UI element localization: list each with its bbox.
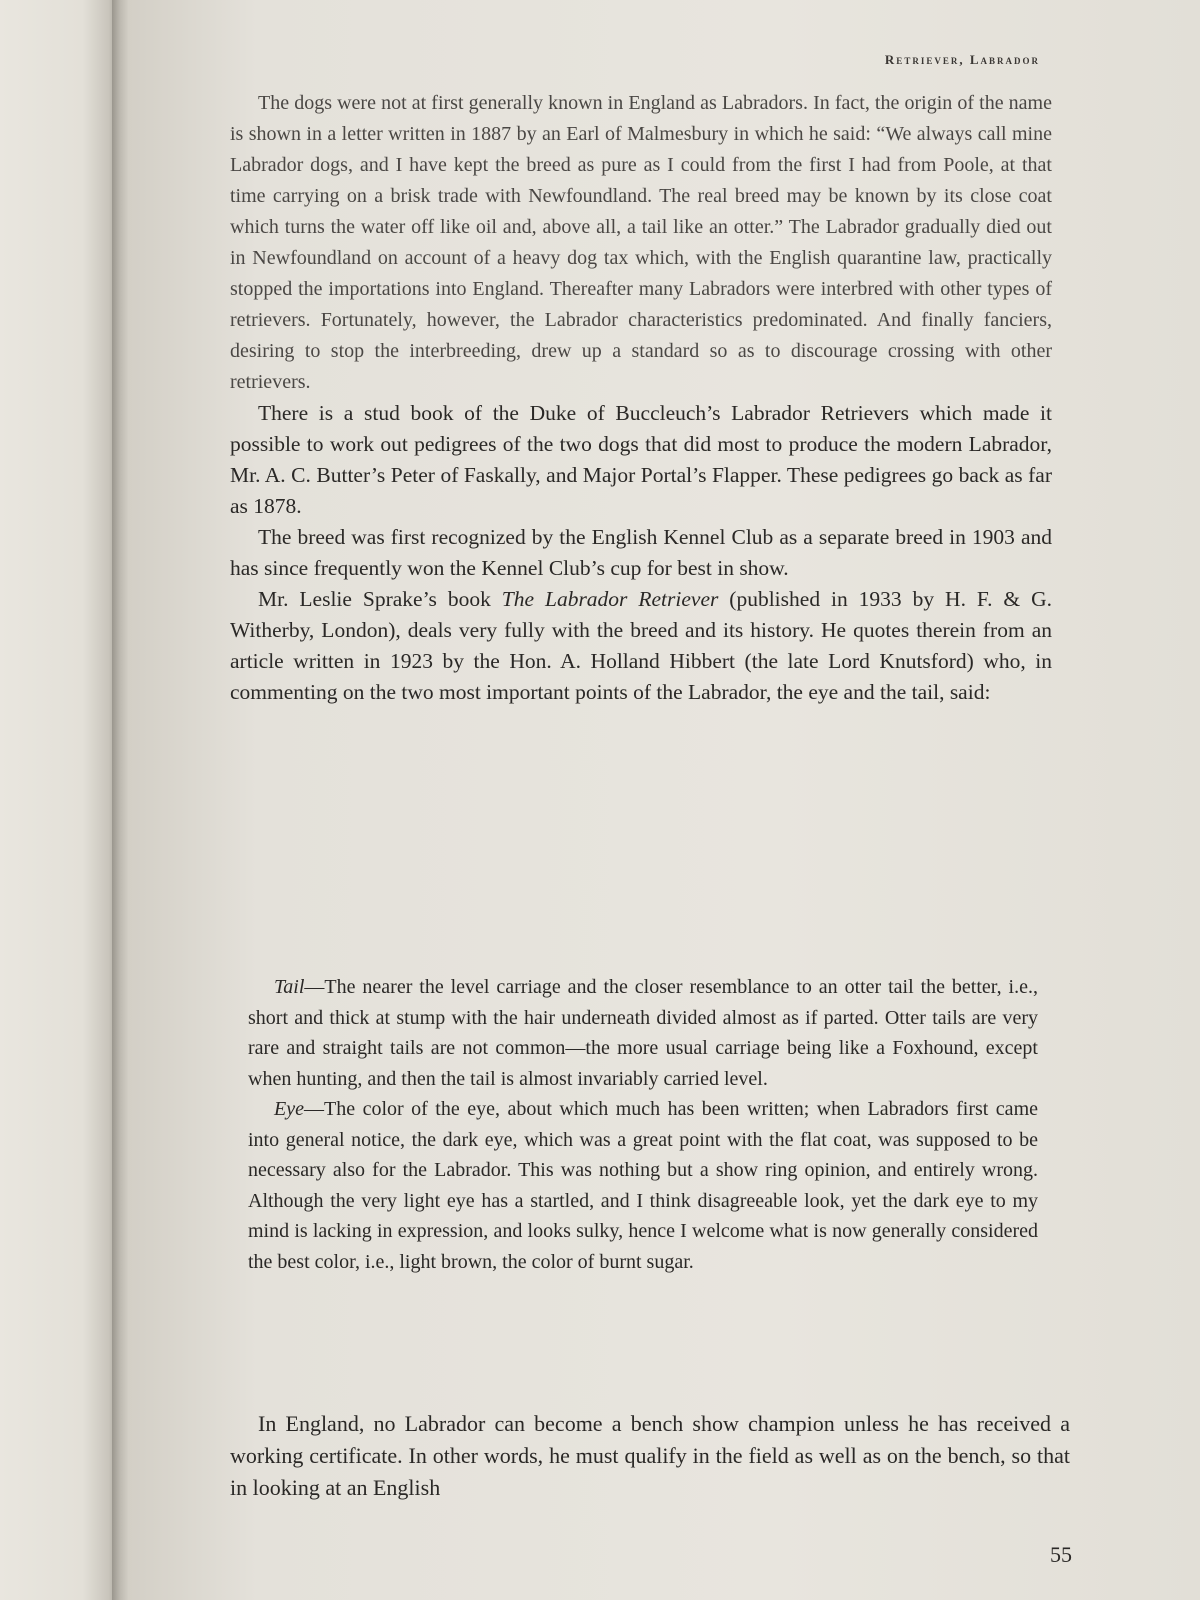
quote-eye: [248, 1094, 1038, 1277]
main-text: [230, 88, 1052, 708]
sprake-text-before: Mr. Leslie Sprake’s book: [258, 587, 502, 611]
eye-label: Eye: [274, 1098, 304, 1120]
tail-label: Tail: [274, 976, 305, 998]
paragraph-stud-book: There is a stud book of the Duke of Buccleuch’s Labrador Retrievers which made it possible to work out pedigrees of the two dogs that did most to produce the modern Labrador, Mr. A. C. Butter’s Peter of Faskally, and Major Portal’s Flapper. These pedigrees go back as far as 1878.: [230, 401, 1052, 518]
closing-text: [230, 1408, 1070, 1504]
paragraph-sprake-book: [230, 584, 1052, 708]
eye-text: —The color of the eye, about which much has been written; when Labradors first came into general notice, the dark eye, which was a great point with the flat coat, was supposed to be necessary also for the Labrador. This was nothing but a show ring opinion, and entirely wrong. Although the very light eye has a startled, and I think disagreeable look, yet the dark eye to my mind is lacking in expression, and looks sulky, hence I welcome what is now generally considered the best color, i.e., light brown, the color of burnt sugar.: [248, 1098, 1038, 1273]
book-page: [128, 0, 1200, 1600]
book-title: The Labrador Retriever: [501, 587, 719, 611]
running-head: Retriever, Labrador: [884, 52, 1040, 67]
block-quote: [248, 972, 1038, 1277]
paragraph-origin-of-name: The dogs were not at first generally known in England as Labradors. In fact, the origin of the name is shown in a letter written in 1887 by an Earl of Malmesbury in which he said: “We always call mine Labrador dogs, and I have kept the breed as pure as I could from the first I had from Poole, at that time carrying on a brisk trade with Newfoundland. The real breed may be known by its close coat which turns the water off like oil and, above all, a tail like an otter.” The Labrador gradually died out in Newfoundland on account of a heavy dog tax which, with the English quarantine law, practically stopped the importations into England. Thereafter many Labradors were interbred with other types of retrievers. Fortunately, however, the Labrador characteristics predominated. And finally fanciers, desiring to stop the interbreeding, drew up a standard so as to discourage crossing with other retrievers.: [230, 92, 1052, 393]
facing-page-edge: [0, 0, 118, 1600]
tail-text: —The nearer the level carriage and the closer resemblance to an otter tail the better, i.e., short and thick at stump with the hair underneath divided almost as if parted. Otter tails are very rare and straight tails are not common—the more usual carriage being like a Foxhound, except when hunting, and then the tail is almost invariably carried level.: [248, 976, 1038, 1090]
paragraph-working-certificate: In England, no Labrador can become a bench show champion unless he has received a working certificate. In other words, he must qualify in the field as well as on the bench, so that in looking at an English: [230, 1411, 1070, 1500]
sprake-text-after: (published in 1933 by H. F. & G. Witherby, London), deals very fully with the breed and its history. He quotes therein from an article written in 1923 by the Hon. A. Holland Hibbert (the late Lord Knutsford) who, in commenting on the two most important points of the Labrador, the eye and the tail, said:: [230, 587, 1052, 704]
quote-tail: [248, 972, 1038, 1094]
paragraph-kennel-club: The breed was first recognized by the English Kennel Club as a separate breed in 1903 and has since frequently won the Kennel Club’s cup for best in show.: [230, 525, 1052, 580]
page-number: 55: [1050, 1542, 1072, 1567]
